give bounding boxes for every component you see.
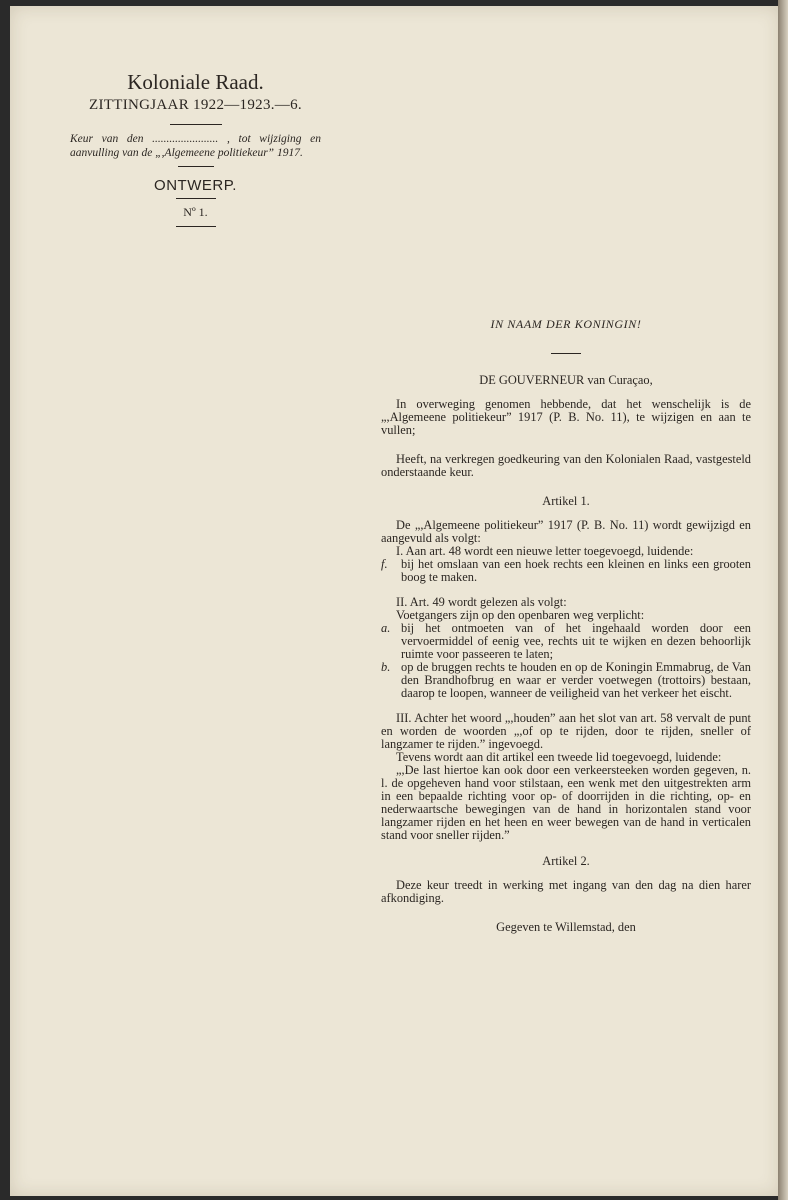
keur-description: Keur van den ....................... , tot wijziging en aanvulling van de „,Algemeene politiekeur” 1917. <box>70 133 321 159</box>
section-3-extra: Tevens wordt aan dit artikel een tweede lid toegevoegd, luidende: <box>396 750 722 764</box>
page-edge <box>778 0 788 1200</box>
divider <box>551 353 581 354</box>
document-title: Koloniale Raad. <box>127 70 264 94</box>
article-1-intro: De „,Algemeene politiekeur” 1917 (P. B. No. 11) wordt gewijzigd en aangevuld als volgt: <box>381 518 751 545</box>
item-label: f. <box>381 557 388 571</box>
divider <box>170 124 222 125</box>
article-2-text: Deze keur treedt in werking met ingang van den dag na dien harer afkondiging. <box>381 878 751 905</box>
article-1-title: Artikel 1. <box>542 494 590 508</box>
section-2-subtext: Voetgangers zijn op den openbaren weg verplicht: <box>396 608 645 622</box>
item-text: bij het omslaan van een hoek rechts een kleinen en links een grooten boog te maken. <box>401 557 751 584</box>
closing-line: Gegeven te Willemstad, den <box>496 920 636 934</box>
session-year: ZITTINGJAAR 1922—1923.—6. <box>89 97 302 113</box>
draft-label: ONTWERP. <box>154 177 237 194</box>
document-page <box>10 6 780 1196</box>
divider <box>176 226 216 227</box>
item-text: op de bruggen rechts te houden en op de Koningin Emmabrug, de Van den Brandhofbrug en waar er verder voetwegen (trottoirs) bestaan, daarop te loopen, wanneer de veiligheid van het verkeer het eischt. <box>401 660 751 700</box>
item-label: a. <box>381 621 391 635</box>
header-block <box>68 70 323 227</box>
divider <box>178 166 214 167</box>
item-label: b. <box>381 660 391 674</box>
divider <box>176 198 216 199</box>
article-2-title: Artikel 2. <box>542 854 590 868</box>
section-2-item-a <box>381 622 751 661</box>
approval-paragraph: Heeft, na verkregen goedkeuring van den Kolonialen Raad, vastgesteld onderstaande keur. <box>381 452 751 479</box>
draft-number: Nº 1. <box>183 205 208 219</box>
section-1-item-f <box>381 558 751 584</box>
section-2-item-b <box>381 661 751 700</box>
item-text: bij het ontmoeten van of het ingehaald worden door een vervoermiddel of eenig vee, rechts uit te wijken en dezen behoorlijk ruimte voor passeeren te laten; <box>401 621 751 661</box>
preamble-paragraph: In overweging genomen hebbende, dat het wenschelijk is de „,Algemeene politiekeur” 1917 (P. B. No. 11), te wijzigen en aan te vullen; <box>381 397 751 437</box>
section-2-text: II. Art. 49 wordt gelezen als volgt: <box>396 595 567 609</box>
section-1-text: I. Aan art. 48 wordt een nieuwe letter toegevoegd, luidende: <box>396 544 694 558</box>
section-3-text: III. Achter het woord „,houden” aan het slot van art. 58 vervalt de punt en worden de woorden „,of op te rijden, door te rijden, sneller of langzamer te rijden.” ingevoegd. <box>381 711 751 751</box>
decree-heading: IN NAAM DER KONINGIN! <box>490 317 642 331</box>
section-3-quote: „,De last hiertoe kan ook door een verkeersteeken worden gegeven, n. l. de opgeheven hand voor stilstaan, een wenk met den uitgestrekten arm in een bepaalde richting voor op- of doorrijden in die richting, op- en nederwaartsche bewegingen van de hand in horizontalen stand voor langzamer rijden en het heen en weer bewegen van de hand in verticalen stand voor sneller rijden.” <box>381 763 751 842</box>
governor-line: DE GOUVERNEUR van Curaçao, <box>479 373 653 387</box>
decree-body <box>381 318 751 934</box>
